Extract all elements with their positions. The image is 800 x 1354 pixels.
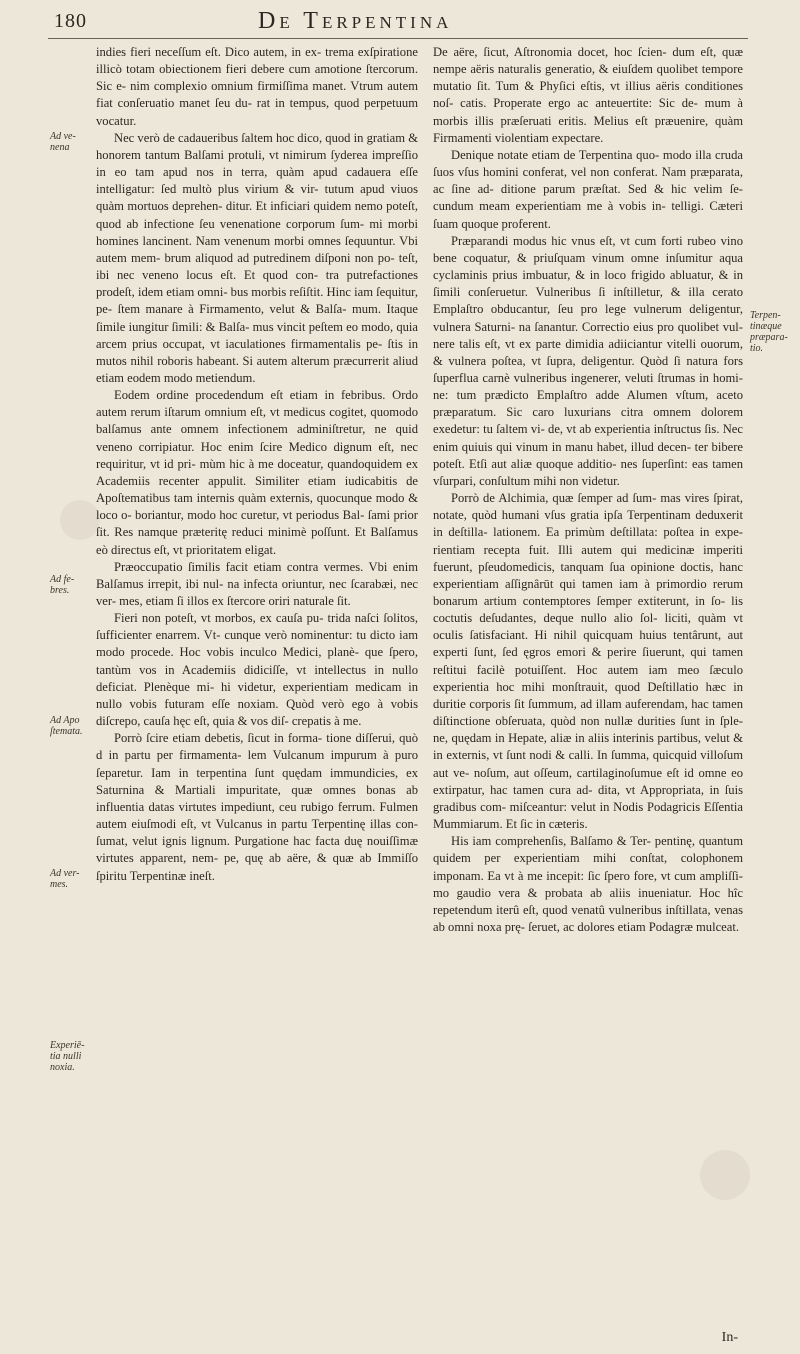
paragraph: Fieri non poteſt, vt morbos, ex cauſa pu- trida naſci ſolitos, ſufficienter enarrem. Vt- cunque verò nominentur: tu dicto iam modo procede. Hoc vobis inculco Medici, planè- que ſpero, tantùm vos in Academiis didiciſſe, vt intellectus in nullo deficiat. Plenèque mi- hi videtur, experientiam medicam in nullo vobis futuram eſſe noxiam. Quòd verò ego à vobis diſcrepo, cauſa hęc eſt, quia & vos diſ- crepatis à me.: [96, 611, 418, 729]
paragraph: Præparandi modus hic vnus eſt, vt cum forti rubeo vino bene coquatur, & priuſquam vinum omne inſumitur aqua cyclaminis prius imbuatur, & in loco frigido abluatur, & in ſimili conſeruetur. Vulneribus ſi inſtilletur, & illa cerato Emplaſtro obducantur, ſeu pro lege vulnerum deligentur, vulnera Saturni- na ſanantur. Correctio eius pro quolibet vul- nere talis eſt, vt ex parte dimidia adiiciantur vitelli ouorum, & vulnera poſtea, vt ſupra, deligentur. Quòd ſi natura fors ſuperflua carnè vulneribus ingenerer, veluti ſtrumas in homi- ne: tum prædicto Emplaſtro adde Alumen vſtum, aceto præparatum. Sic caro luxurians citra omnem dolorem exedetur: tu ſaltem vi- de, vt ab experientia inſtructus ſis. Nec enim quiuis qui vinum in manu habet, illud decen- ter bibere poteſt. Etſi aut aliæ quoque additio- nes ſuperſint: eas tamen vſurpari, conſultum mihi non videtur.: [433, 233, 743, 488]
margin-note-ad-febres: Ad fe- bres.: [50, 574, 75, 596]
paragraph: His iam comprehenſis, Balſamo & Ter- pentinę, quantum quidem per experientiam mihi conſtat, colophonem imponam. Ea vt à me incepit: ſic ſpero fore, vt cum ampliſſi- mo gaudio vera & probata ab aliis inueniatur. Hoc hîc repetendum iterû eſt, quod venatû vulneribus inſtillata, venas ab omni noxa prę- ſeruet, ac dolores etiam Podagræ mulceat.: [433, 834, 743, 934]
paragraph: De aëre, ſicut, Aſtronomia docet, hoc ſcien- dum eſt, quæ nempe aëris naturalis generatio, & eiuſdem quolibet tempore mutatio ſit. Tum & Phyſici eſtis, vt illius aëris conditiones noſ- catis. Properate ergo ac anteuertite: Sic de- mum à morbis illis præſeruati eritis. Melius eſt præuenire, quàm Firmamenti violentiam expectare.: [433, 45, 743, 145]
page-number: 180: [54, 10, 87, 32]
paragraph: Porrò de Alchimia, quæ ſemper ad ſum- mas vires ſpirat, notate, quòd humani vſus gratia ipſa Terpentinam deduxerit in deſtilla- lationem. Ea primùm deſtillata: poſtea in expe- rientiam recepta fuit. Illi autem qui medicinæ imperiti fuerunt, pſeudomedicis, tanquam ſua opinione doctis, hanc experientiam aſſignârūt qui tamen iam à primordio rerum bonarum artium contemptores ſemper extiterunt, in ſo- lis coctutis deſudantes, deque nullo alio ſol- liciti, quàm vt oculis ſatisfaciant. Hi nihil quicquam huius tentârunt, aut experti ſunt, ſed ęgros emori & perire ſiuerunt, qui tamen reſtitui facilè potuiſſent. Hoc autem iam meo ſæculo experientia hoc mihi monſtrauit, quod Deſtillatio hæc in duritie corporis ſit ſummum, ad illam auferendam, hac tamen diſtinctione obſeruata, quòd non nullæ durities ſunt in ſple- ne, quędam in Hepate, aliæ in aliis interinis partibus, velut & in externis, vt ſunt nodi & calli. In ſumma, quicquid villoſum aut ve- noſum, aut oſſeum, cartilaginoſumue eſt id omne eo extirpatur, hac tamen cura ad- dita, vt Appropriata, in ſuis gradibus com- miſceantur: velut in Nodis Podagricis Eſſentia Mummiarum. Et ſic in cæteris.: [433, 491, 743, 832]
page-header: [48, 8, 748, 39]
catchword: In-: [721, 1330, 738, 1345]
margin-note-ad-venena: Ad ve- nena: [50, 131, 76, 153]
paragraph: Eodem ordine procedendum eſt etiam in febribus. Ordo autem rerum iſtarum omnium eſt, vt medicus cogitet, quomodo balſamus ante omnem infectionem adminiſtretur, ne quid veneno corripiatur. Hoc enim ſcire Medico dignum eſt, nec requiritur, vt id pri- mùm hic à me doceatur, quandoquidem ex Academiis recenter appulit. Similiter etiam iudicabitis de Apoſtematibus tam internis quàm externis, quocunque modo & loco o- boriantur, modo hoc curetur, vt periodus Bal- ſami prior ſit. Res namque præteritę reduci minimè poſſunt. Et Balſamus eò directus eſt, vt prioritatem eligat.: [96, 388, 418, 557]
running-title: De Terpentina: [258, 8, 453, 34]
margin-note-terpentinae-praeparatio: Terpen- tinæque præpara- tio.: [750, 310, 788, 354]
margin-note-ad-vermes: Ad ver- mes.: [50, 868, 80, 890]
paragraph: Nec verò de cadaueribus ſaltem hoc dico, quod in gratiam & honorem tantum Balſami protuli, vt nimirum ſyderea impreſſio in eo tam apud nos in terra, quàm apud cadauera eſſe intelligatur: ſed multò plus virium & vir- tutum apud viuos quàm mortuos deprehen- ditur. Et inficiari quidem nemo poteſt, quod ab infectione ſeu venenatione corporum ſum- mi morbi homines lancinent. Nam venenum morbi omnes ſequuntur. Vbi autem mem- brum aliquod ad putredinem diſponi non po- teſt, ibi nec veneno locus eſt. Et quod con- tra putrefactiones prodeſt, idem etiam omni- bus morbis reſiſtit. Hinc iam ſequitur, pe- ſtem manare à Firmamento, velut & Balſa- mum. Itaque ſimile iungitur ſimili: & Balſa- mus vincit peſtem eo modo, quia arcem prius occupat, vt iaculationes firmamentalis pe- ſtis in mutos nihil roboris habeant. Si autem alterum præcurrerit aliud etiam eodem modo metiendum.: [96, 130, 418, 385]
right-column: [433, 44, 743, 936]
paragraph: Denique notate etiam de Terpentina quo- modo illa cruda ſuos vſus homini conferat, vel non conferat. Nam præparata, ac ſine ad- ditione parum præſtat. Sed & hic velim ſe- cundum meam experientiam me à vobis in- telligi. Cæteri ſuam quoque proferent.: [433, 147, 743, 231]
left-column: [96, 44, 418, 885]
paragraph: indies fieri neceſſum eſt. Dico autem, in ex- trema exſpiratione illicò totam obiectionem fieri debere cum amotione ſtercorum. Sic e- nim complexio omnium firmiſſima manet. Vtrum autem fiat conſeruatio manet ſeu du- rat in tempus, quod perpetuum vocatur.: [96, 45, 418, 128]
margin-note-experientia: Experiē- tia nulli noxia.: [50, 1040, 85, 1073]
paragraph: Porrò ſcire etiam debetis, ſicut in forma- tione diſſerui, quò d in partu per firmamenta- lem Vulcanum impurum à puro ſeparetur. Iam in terpentina ſunt quędam immundicies, ex Saturnina & Martiali impuritate, quæ omnes bonas ab influentia datas virtutes impediunt, ceu rubigo ferrum. Fulmen autem eiuſmodi eſt, vt Vulcanus in partu Terpentinę illas con- ſumat, velut ignis lignum. Purgatione hac facta duę nouiſſimæ virtutes apparent, nem- pe, quę ab aëre, & quæ ab Immiſſo ſpiritu Terpentinæ ineſt.: [96, 731, 418, 883]
margin-note-ad-apostemata: Ad Apo ſtemata.: [50, 715, 83, 737]
paragraph: Præoccupatio ſimilis facit etiam contra vermes. Vbi enim Balſamus irrepit, ibi nul- na infecta oriuntur, nec ſcarabæi, nec ver- mes, etiam ſi illos ex ſtercore oriri naturale ſit.: [96, 559, 418, 608]
